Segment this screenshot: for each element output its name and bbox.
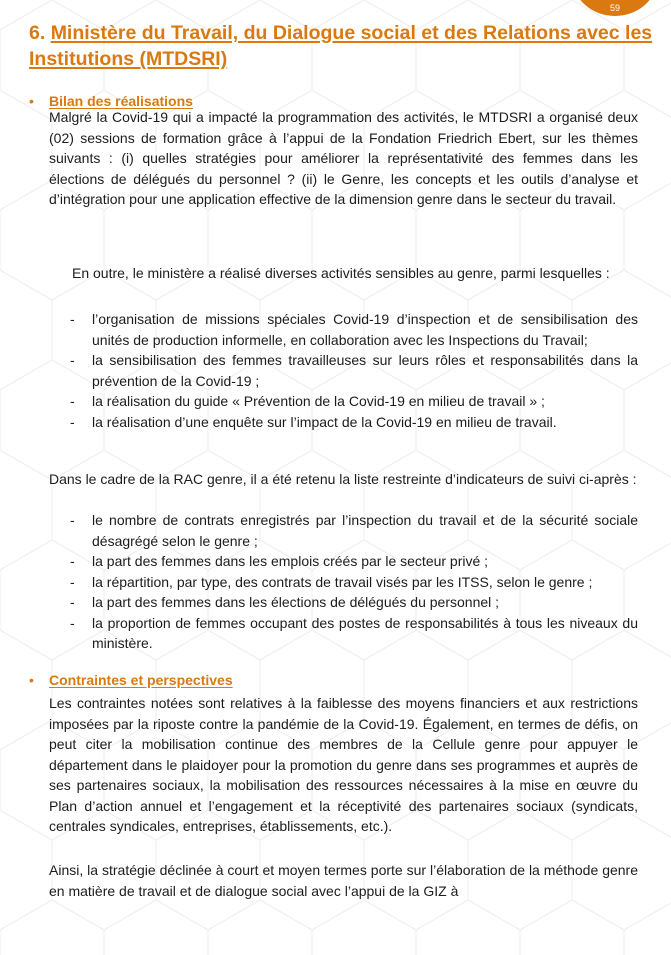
list-item-text: le nombre de contrats enregistrés par l’inspection du travail et de la sécurité sociale désagrégé selon le genre ;: [92, 512, 638, 549]
section-title: Ministère du Travail, du Dialogue social et des Relations avec les Institutions (MTDSRI): [29, 22, 653, 70]
list-item-text: la réalisation d’une enquête sur l’impact de la Covid-19 en milieu de travail.: [92, 413, 557, 430]
bullet-icon: •: [29, 672, 34, 688]
section-heading: [29, 20, 659, 72]
bilan-paragraph-2: En outre, le ministère a réalisé diverses activités sensibles au genre, parmi lesquelles :: [72, 265, 610, 281]
list-item: [70, 551, 638, 572]
dash-marker: -: [70, 413, 75, 430]
list-item: [70, 510, 638, 551]
list-item: [70, 592, 638, 613]
bilan-paragraph-1: Malgré la Covid-19 qui a impacté la programmation des activités, le MTDSRI a organisé deux (02) sessions de formation grâce à l’appui de la Fondation Friedrich Ebert, sur les thèmes suivants : (i) quelles stratégies pour améliorer la représentativité des femmes dans les élections de délégués du personnel ? (ii) le Genre, les concepts et les outils d’analyse et d’intégration pour une application effective de la dimension genre dans le secteur du travail.: [49, 109, 638, 207]
activities-list: [70, 309, 638, 432]
contraintes-paragraph-1: Les contraintes notées sont relatives à la faiblesse des moyens financiers et aux restrictions imposées par la riposte contre la pandémie de la Covid-19. Également, en termes de défis, on peut citer la mobilisation continue des membres de la Cellule genre pour appuyer le département dans le plaidoyer pour la promotion du genre dans ses programmes et auprès de ses partenaires sociaux, la mobilisation des ressources nécessaires à la mise en œuvre du Plan d’action annuel et l’engagement et la réceptivité des partenaires sociaux (syndicats, centrales syndicales, entreprises, établissements, etc.).: [49, 695, 638, 834]
dash-marker: -: [70, 573, 75, 590]
list-item-text: l’organisation de missions spéciales Covid-19 d’inspection et de sensibilisation des unités de production informelle, en collaboration avec les Inspections du Travail;: [92, 311, 638, 348]
contraintes-heading: Contraintes et perspectives: [49, 672, 233, 688]
list-item: [70, 391, 638, 412]
dash-marker: -: [70, 311, 75, 327]
list-item-text: la réalisation du guide « Prévention de la Covid-19 en milieu de travail » ;: [92, 393, 545, 409]
bilan-paragraph-3: Dans le cadre de la RAC genre, il a été retenu la liste restreinte d’indicateurs de suivi ci-après :: [49, 471, 637, 487]
contraintes-paragraph-2: Ainsi, la stratégie déclinée à court et moyen termes porte sur l’élaboration de la méthode genre en matière de travail et de dialogue social avec l’appui de la GIZ à: [49, 862, 638, 899]
list-item-text: la part des femmes dans les emplois créés par le secteur privé ;: [92, 553, 489, 569]
list-item-text: la part des femmes dans les élections de délégués du personnel ;: [92, 594, 500, 610]
indicators-list: [70, 510, 638, 654]
list-item: [70, 412, 638, 433]
dash-marker: -: [70, 393, 75, 409]
page-number: 59: [609, 3, 620, 13]
list-item-text: la proportion de femmes occupant des postes de responsabilités à tous les niveaux du ministère.: [92, 614, 638, 651]
bullet-icon: •: [29, 93, 34, 109]
dash-marker: -: [70, 614, 75, 631]
dash-marker: -: [70, 594, 75, 610]
list-item: [70, 613, 638, 654]
list-item: [70, 350, 638, 391]
dash-marker: -: [70, 352, 75, 368]
list-item: [70, 309, 638, 350]
bilan-heading: Bilan des réalisations: [49, 93, 193, 109]
section-number: 6.: [29, 22, 46, 44]
dash-marker: -: [70, 512, 75, 528]
list-item: [70, 572, 638, 593]
dash-marker: -: [70, 553, 75, 569]
list-item-text: la répartition, par type, des contrats de travail visés par les ITSS, selon le genre ;: [92, 573, 593, 590]
list-item-text: la sensibilisation des femmes travailleuses sur leurs rôles et responsabilités dans la prévention de la Covid-19 ;: [92, 352, 638, 389]
